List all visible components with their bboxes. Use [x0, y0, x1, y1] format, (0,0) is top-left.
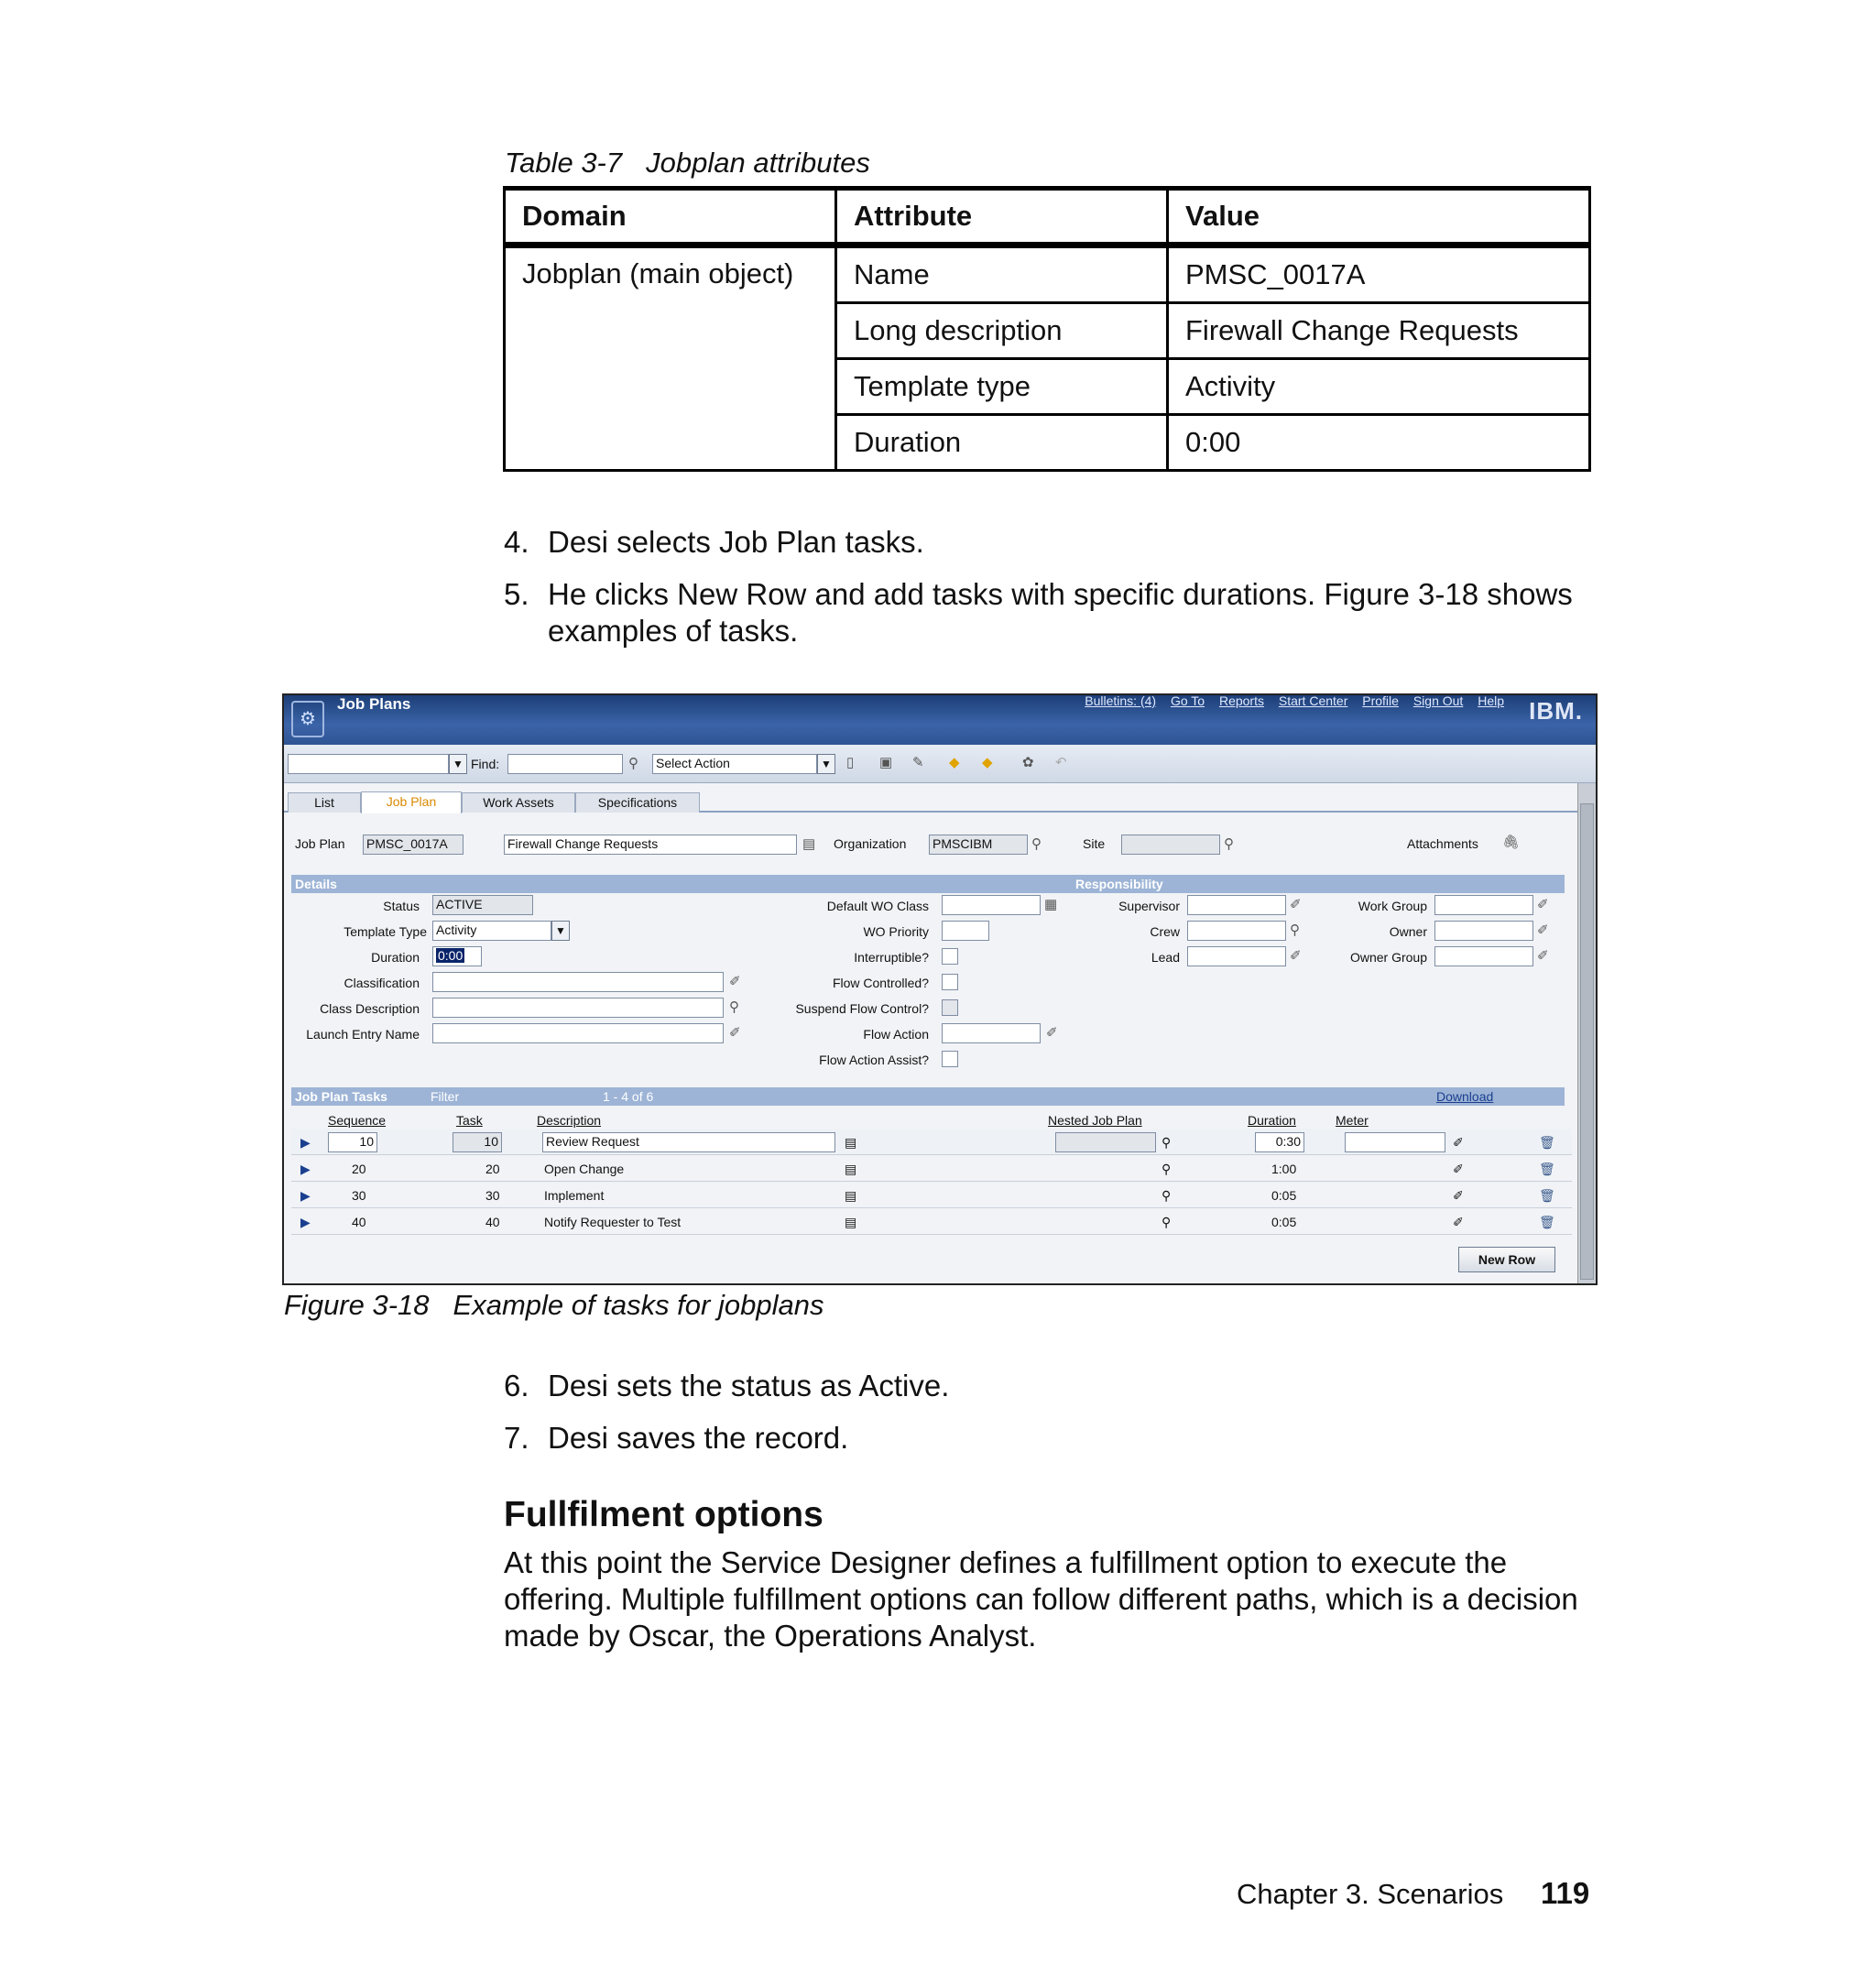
- title-bar: [284, 695, 1596, 745]
- step-number: 7.: [504, 1421, 529, 1455]
- new-row-button[interactable]: New Row: [1458, 1247, 1555, 1272]
- flow-controlled-checkbox[interactable]: [942, 974, 958, 990]
- jobplans-screenshot: [282, 693, 1598, 1285]
- description-field[interactable]: Review Request: [542, 1132, 835, 1152]
- tab-job-plan[interactable]: Job Plan: [361, 791, 462, 813]
- detail-menu-icon[interactable]: ✐: [729, 1025, 741, 1041]
- status-field[interactable]: ACTIVE: [432, 895, 533, 915]
- duration-label: Duration: [371, 950, 420, 965]
- detail-menu-icon[interactable]: ✐: [1537, 922, 1549, 938]
- search-icon[interactable]: ⚲: [1162, 1188, 1172, 1203]
- select-action-dropdown[interactable]: Select Action: [652, 754, 817, 774]
- find-label: Find:: [471, 757, 500, 771]
- delete-icon[interactable]: 🗑: [1539, 1215, 1555, 1229]
- undo-icon[interactable]: ↶: [1055, 755, 1067, 770]
- step-text: Desi saves the record.: [548, 1421, 849, 1455]
- wo-priority-label: WO Priority: [863, 924, 929, 939]
- flow-action-assist-checkbox[interactable]: [942, 1051, 958, 1067]
- ibm-logo: IBM.: [1529, 697, 1583, 725]
- supervisor-label: Supervisor: [1118, 899, 1180, 913]
- expand-row-icon[interactable]: ▶: [300, 1162, 311, 1176]
- previous-icon[interactable]: ◆: [949, 755, 960, 770]
- workflow-icon[interactable]: ✿: [1022, 755, 1034, 770]
- jobplan-attributes-table: [503, 186, 1591, 472]
- organization-field[interactable]: PMSCIBM: [929, 835, 1028, 855]
- search-icon[interactable]: ⚲: [1290, 922, 1300, 938]
- search-icon[interactable]: ⚲: [729, 999, 739, 1015]
- template-dropdown-icon[interactable]: ▼: [551, 921, 570, 941]
- tab-specifications[interactable]: Specifications: [575, 792, 700, 813]
- detail-menu-icon[interactable]: ✐: [1453, 1188, 1464, 1203]
- interruptible-label: Interruptible?: [854, 950, 929, 965]
- value-cell: Activity: [1168, 359, 1590, 415]
- jobplan-description-field[interactable]: Firewall Change Requests: [504, 835, 797, 855]
- long-description-icon[interactable]: ▤: [845, 1135, 857, 1150]
- description-header[interactable]: Description: [537, 1113, 602, 1128]
- suspend-flow-label: Suspend Flow Control?: [795, 1001, 929, 1016]
- select-value-icon[interactable]: ▦: [1044, 897, 1058, 912]
- description-cell: Open Change: [544, 1162, 625, 1176]
- jobplan-label: Job Plan: [295, 836, 345, 851]
- tasks-title: Job Plan Tasks: [295, 1089, 387, 1104]
- supervisor-field[interactable]: [1187, 895, 1286, 915]
- tab-list[interactable]: List: [288, 792, 361, 813]
- long-description-icon[interactable]: ▤: [845, 1215, 857, 1229]
- step-text: Desi selects Job Plan tasks.: [548, 525, 924, 559]
- detail-menu-icon[interactable]: ✐: [1453, 1162, 1464, 1176]
- jobplan-field[interactable]: PMSC_0017A: [363, 835, 464, 855]
- search-icon[interactable]: ⚲: [1162, 1162, 1172, 1176]
- crew-label: Crew: [1150, 924, 1180, 939]
- flow-controlled-label: Flow Controlled?: [832, 976, 929, 990]
- step-number: 5.: [504, 577, 529, 611]
- action-dropdown-icon[interactable]: ▼: [817, 754, 835, 774]
- next-icon[interactable]: ◆: [982, 755, 993, 770]
- classification-field[interactable]: [432, 972, 724, 992]
- description-cell: Notify Requester to Test: [544, 1215, 682, 1229]
- reports-link[interactable]: Reports: [1218, 693, 1264, 708]
- table-caption-title: Jobplan attributes: [646, 147, 870, 179]
- detail-menu-icon[interactable]: ✐: [1453, 1135, 1464, 1150]
- step-text: He clicks New Row and add tasks with specific durations. Figure 3-18 shows examples of tasks.: [548, 577, 1573, 648]
- download-link[interactable]: Download: [1436, 1089, 1494, 1104]
- owner-group-field[interactable]: [1434, 946, 1533, 966]
- app-logo-icon: ⚙: [291, 701, 324, 737]
- work-group-label: Work Group: [1358, 899, 1427, 913]
- value-cell: PMSC_0017A: [1168, 246, 1590, 303]
- detail-menu-icon[interactable]: ✐: [1537, 897, 1549, 912]
- organization-label: Organization: [834, 836, 907, 851]
- crew-field[interactable]: [1187, 921, 1286, 941]
- delete-icon[interactable]: 🗑: [1539, 1162, 1555, 1176]
- find-input[interactable]: [507, 754, 623, 774]
- expand-row-icon[interactable]: ▶: [300, 1188, 311, 1203]
- lead-label: Lead: [1151, 950, 1180, 965]
- profile-link[interactable]: Profile: [1362, 693, 1399, 708]
- site-field[interactable]: [1121, 835, 1220, 855]
- long-description-icon[interactable]: ▤: [845, 1162, 857, 1176]
- launch-entry-field[interactable]: [432, 1023, 724, 1043]
- value-cell: Firewall Change Requests: [1168, 303, 1590, 359]
- paperclip-icon[interactable]: 🖇: [1502, 835, 1521, 850]
- goto-link[interactable]: Go To: [1170, 693, 1205, 708]
- owner-label: Owner: [1389, 924, 1427, 939]
- template-type-label: Template Type: [344, 924, 427, 939]
- value-cell: 0:00: [1168, 415, 1590, 471]
- tab-work-assets[interactable]: Work Assets: [462, 792, 575, 813]
- duration-field[interactable]: [432, 946, 482, 966]
- column-header: Domain: [505, 189, 836, 246]
- attachments-label[interactable]: Attachments: [1407, 836, 1478, 851]
- figure-caption: [284, 1289, 823, 1322]
- vertical-scrollbar[interactable]: [1577, 783, 1596, 1283]
- classification-label: Classification: [344, 976, 420, 990]
- attribute-cell: Name: [836, 246, 1168, 303]
- launch-entry-label: Launch Entry Name: [306, 1027, 420, 1042]
- task-cell: 20: [485, 1162, 500, 1176]
- responsibility-title: Responsibility: [1075, 877, 1163, 891]
- scrollbar-thumb[interactable]: [1580, 803, 1594, 1280]
- class-description-label: Class Description: [320, 1001, 420, 1016]
- app-title: Job Plans: [337, 695, 411, 713]
- owner-field[interactable]: [1434, 921, 1533, 941]
- detail-menu-icon[interactable]: ✐: [1453, 1215, 1464, 1229]
- suspend-flow-checkbox[interactable]: [942, 999, 958, 1016]
- detail-menu-icon[interactable]: ✐: [1290, 948, 1302, 964]
- attribute-cell: Long description: [836, 303, 1168, 359]
- detail-menu-icon[interactable]: ✐: [1537, 948, 1549, 964]
- table-caption: [505, 147, 870, 180]
- tab-bar: [284, 789, 1581, 813]
- default-wo-class-field[interactable]: [942, 895, 1041, 915]
- step-text: Desi sets the status as Active.: [548, 1369, 950, 1402]
- details-section-bar: [291, 875, 1565, 893]
- default-wo-class-label: Default WO Class: [826, 899, 929, 913]
- search-icon[interactable]: ⚲: [1224, 836, 1234, 852]
- job-plan-tasks-bar: [291, 1087, 1565, 1106]
- lead-field[interactable]: [1187, 946, 1286, 966]
- help-link[interactable]: Help: [1478, 693, 1504, 708]
- detail-menu-icon[interactable]: ✐: [729, 974, 741, 989]
- nested-job-plan-header[interactable]: Nested Job Plan: [1048, 1113, 1142, 1128]
- sequence-cell: 40: [352, 1215, 366, 1229]
- sequence-cell: 30: [352, 1188, 366, 1203]
- query-select[interactable]: [288, 754, 449, 774]
- duration-value: 0:00: [438, 948, 464, 963]
- wo-priority-field[interactable]: [942, 921, 989, 941]
- duration-cell: 1:00: [1271, 1162, 1297, 1176]
- description-cell: Implement: [544, 1188, 605, 1203]
- owner-group-label: Owner Group: [1349, 950, 1427, 965]
- flow-action-assist-label: Flow Action Assist?: [819, 1053, 929, 1067]
- search-icon[interactable]: ⚲: [1031, 836, 1042, 852]
- search-icon[interactable]: ⚲: [1162, 1215, 1172, 1229]
- task-field[interactable]: 10: [453, 1132, 502, 1152]
- new-record-icon[interactable]: ▯: [846, 755, 855, 770]
- table-row[interactable]: [291, 1183, 1572, 1208]
- section-heading: Fullfilment options: [504, 1495, 823, 1534]
- row-count: 1 - 4 of 6: [603, 1089, 654, 1104]
- meter-field[interactable]: [1345, 1132, 1445, 1152]
- long-description-icon[interactable]: ▤: [802, 836, 816, 852]
- figure-number: Figure 3-18: [284, 1289, 430, 1321]
- template-type-field[interactable]: Activity: [432, 921, 551, 941]
- table-row[interactable]: [291, 1209, 1572, 1235]
- flow-action-field[interactable]: [942, 1023, 1041, 1043]
- expand-row-icon[interactable]: ▶: [300, 1215, 311, 1229]
- table-row: [505, 246, 1590, 303]
- section-body: At this point the Service Designer defines a fulfillment option to execute the offering. Multiple fulfillment options can follow different paths, which is a decision made by Oscar, the Operations Analyst.: [504, 1545, 1578, 1653]
- start-center-link[interactable]: Start Center: [1278, 693, 1348, 708]
- duration-header[interactable]: Duration: [1248, 1113, 1296, 1128]
- meter-header[interactable]: Meter: [1336, 1113, 1369, 1128]
- attribute-cell: Duration: [836, 415, 1168, 471]
- page-number: 119: [1541, 1876, 1590, 1910]
- column-header: Attribute: [836, 189, 1168, 246]
- delete-icon[interactable]: 🗑: [1539, 1188, 1555, 1203]
- details-title: Details: [295, 877, 337, 891]
- binoculars-icon[interactable]: ⚲: [628, 756, 638, 771]
- table-header-row: [505, 189, 1590, 246]
- step-number: 4.: [504, 525, 529, 559]
- footer-chapter: Chapter 3. Scenarios: [1237, 1878, 1504, 1910]
- query-dropdown-icon[interactable]: ▼: [449, 754, 467, 774]
- flow-action-label: Flow Action: [863, 1027, 929, 1042]
- figure-title: Example of tasks for jobplans: [453, 1289, 824, 1321]
- duration-cell: 0:05: [1271, 1215, 1297, 1229]
- work-group-field[interactable]: [1434, 895, 1533, 915]
- status-label: Status: [383, 899, 420, 913]
- expand-row-icon[interactable]: ▶: [300, 1135, 311, 1150]
- detail-menu-icon[interactable]: ✐: [1290, 897, 1302, 912]
- attribute-cell: Template type: [836, 359, 1168, 415]
- task-header[interactable]: Task: [456, 1113, 483, 1128]
- search-icon[interactable]: ⚲: [1162, 1135, 1172, 1150]
- sequence-field[interactable]: 10: [328, 1132, 377, 1152]
- long-description-icon[interactable]: ▤: [845, 1188, 857, 1203]
- filter-link[interactable]: Filter: [431, 1089, 460, 1104]
- class-description-field[interactable]: [432, 998, 724, 1018]
- interruptible-checkbox[interactable]: [942, 948, 958, 965]
- duration-cell: 0:05: [1271, 1188, 1297, 1203]
- step-number: 6.: [504, 1369, 529, 1402]
- save-icon[interactable]: ▣: [879, 755, 893, 770]
- top-links: [1074, 693, 1504, 708]
- sequence-cell: 20: [352, 1162, 366, 1176]
- detail-menu-icon[interactable]: ✐: [1046, 1025, 1058, 1041]
- table-row[interactable]: [291, 1156, 1572, 1182]
- delete-icon[interactable]: 🗑: [1539, 1135, 1555, 1150]
- task-cell: 30: [485, 1188, 500, 1203]
- duration-field[interactable]: 0:30: [1255, 1132, 1304, 1152]
- nested-job-plan-field[interactable]: [1055, 1132, 1156, 1152]
- table-row[interactable]: [291, 1129, 1572, 1155]
- bulletins-link[interactable]: Bulletins: (4): [1085, 693, 1157, 708]
- sequence-header[interactable]: Sequence: [328, 1113, 387, 1128]
- column-header: Value: [1168, 189, 1590, 246]
- task-cell: 40: [485, 1215, 500, 1229]
- toolbar: [284, 745, 1596, 783]
- site-label: Site: [1083, 836, 1106, 851]
- domain-cell: Jobplan (main object): [505, 246, 836, 471]
- table-caption-number: Table 3-7: [505, 147, 623, 179]
- sign-out-link[interactable]: Sign Out: [1412, 693, 1464, 708]
- clear-icon[interactable]: ✎: [912, 755, 924, 770]
